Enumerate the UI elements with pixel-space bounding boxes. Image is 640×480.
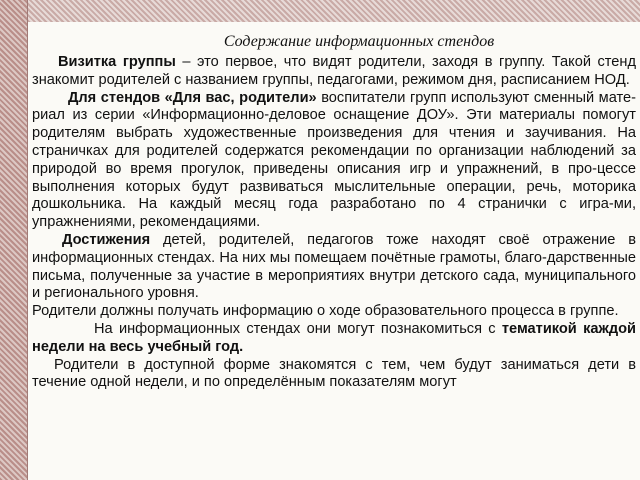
paragraph-info bbox=[32, 303, 636, 321]
paragraph-text: детей, родителей, педагогов тоже находят своё отражение в информационных стендах. На них мы помещаем почётные грамоты, благо-дарственные письма, полученные за участие в мероприятиях внутри детского сада, муниципального и регионального уровня. bbox=[32, 231, 636, 302]
document-body bbox=[32, 32, 636, 392]
paragraph-for-parents bbox=[32, 90, 636, 232]
paragraph-bold: Визитка группы bbox=[58, 54, 176, 70]
paragraph-achievements bbox=[32, 232, 636, 303]
paragraph-text: Родители в доступной форме знакомятся с тем, чем будут заниматься дети в течение одной недели, и по определённым показателям могут bbox=[32, 356, 636, 391]
slide-content bbox=[28, 22, 640, 480]
paragraph-text: На информационных стендах они могут познакомиться с bbox=[94, 320, 502, 337]
page-title: Содержание информационных стендов bbox=[223, 33, 495, 50]
frame-left-border bbox=[0, 0, 28, 480]
frame-top-border bbox=[28, 0, 640, 22]
paragraph-bold: тематикой каждой недели на весь учебный год. bbox=[32, 320, 636, 355]
paragraph-text: воспитатели групп используют сменный мате-риал из серии «Информационно-деловое оснащение ДОУ». Эти материалы помогут родителям выбрать художественные произведения для чтения и заучивания. На страничках для родителей содержатся рекомендации по организации наблюдений за природой во время прогулок, приведены описания игр и упражнений, в про-цессе выполнения которых будут развиваться мыслительные операции, речь, моторика дошкольника. На каждый месяц года разработано по 4 странички с игра-ми, упражнениями, рекомендациями. bbox=[32, 89, 636, 231]
paragraph-text: Родители должны получать информацию о ходе образовательного процесса в группе. bbox=[32, 303, 619, 320]
paragraph-bold: Для стендов «Для вас, родители» bbox=[68, 89, 317, 106]
paragraph-text: – это первое, что видят родители, заходя в группу. Такой стенд знакомит родителей с названием группы, педагогами, режимом дня, расписанием НОД. bbox=[32, 54, 636, 88]
paragraph-themes bbox=[32, 321, 636, 357]
paragraph-weekly bbox=[32, 357, 636, 393]
paragraph-group-card bbox=[32, 54, 636, 90]
paragraph-bold: Достижения bbox=[62, 231, 151, 248]
